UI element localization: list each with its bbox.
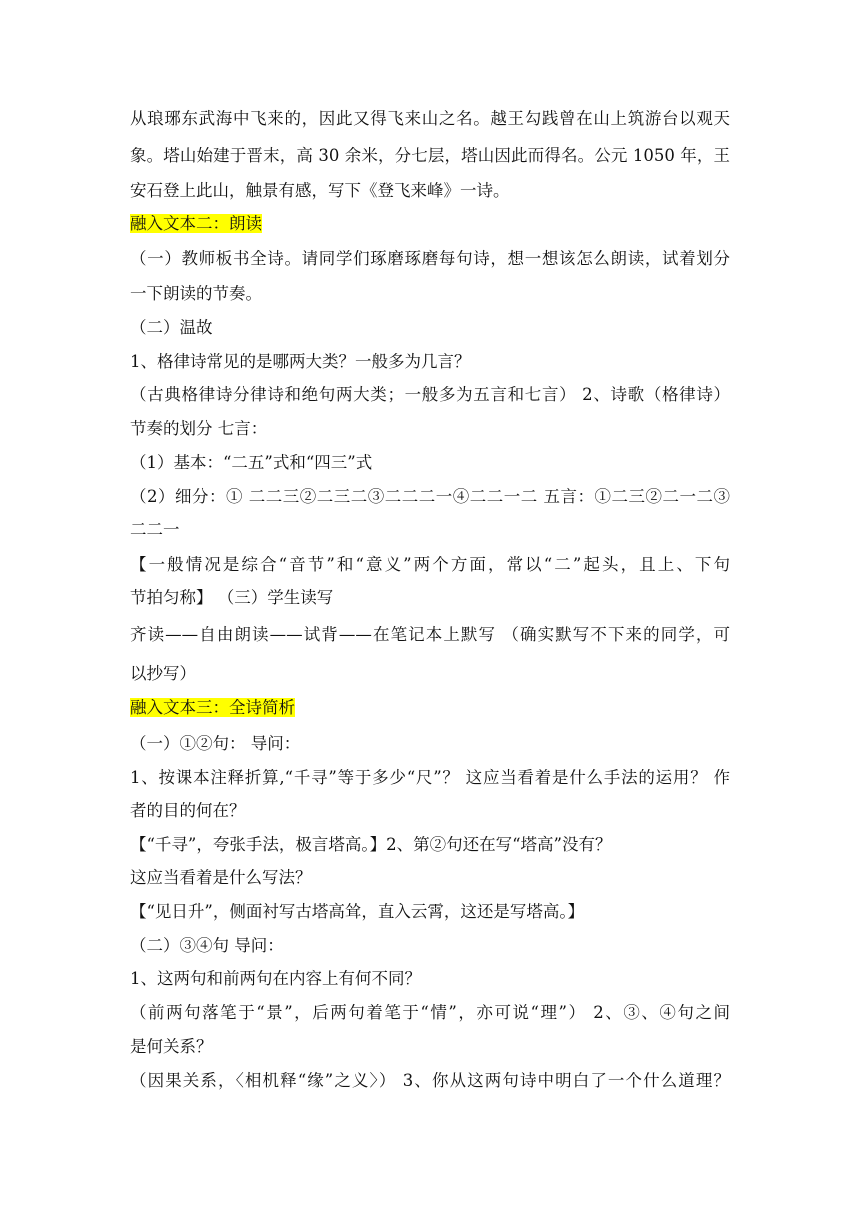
- paragraph-line: 1、按课本注释折算,“千寻”等于多少“尺”？ 这应当看着是什么手法的运用？ 作: [130, 768, 730, 787]
- paragraph-line: 者的目的何在？: [130, 801, 246, 820]
- paragraph-line: （二）温故: [130, 318, 213, 337]
- paragraph-line: 节拍匀称】 （三）学生读写: [130, 588, 334, 607]
- paragraph-line: 【“见日升”，侧面衬写古塔高耸，直入云霄，这还是写塔高。】: [130, 902, 585, 921]
- paragraph-line: 象。塔山始建于晋末，高 30 余米，分七层，塔山因此而得名。公元 1050 年，王: [130, 146, 730, 165]
- section-heading-2: [130, 213, 262, 235]
- paragraph-line: 以抄写）: [130, 664, 196, 683]
- paragraph-line: （一）①②句： 导问：: [130, 734, 301, 753]
- paragraph-line: （2）细分：① 二二三②二三二③二二二一④二二一二 五言：①二三②二一二③: [130, 487, 730, 506]
- paragraph-line: 节奏的划分 七言：: [130, 419, 268, 438]
- paragraph-line: （因果关系，〈相机释“缘”之义〉） 3、你从这两句诗中明白了一个什么道理？: [130, 1071, 730, 1090]
- paragraph-line: 1、格律诗常见的是哪两大类？一般多为几言？: [130, 352, 471, 371]
- highlighted-heading: 融入文本三：全诗简析: [130, 698, 295, 717]
- paragraph-line: （一）教师板书全诗。请同学们琢磨琢磨每句诗，想一想该怎么朗读，试着划分: [130, 249, 730, 268]
- paragraph-line: 二二一: [130, 520, 180, 539]
- paragraph-line: （1）基本：“二五”式和“四三”式: [130, 453, 373, 472]
- highlighted-heading: 融入文本二：朗读: [130, 214, 262, 233]
- paragraph-line: 【一般情况是综合“音节”和“意义”两个方面，常以“二”起头，且上、下句: [130, 555, 730, 574]
- paragraph-line: （古典格律诗分律诗和绝句两大类；一般多为五言和七言） 2、诗歌（格律诗）: [130, 385, 730, 404]
- paragraph-line: 一下朗读的节奏。: [130, 284, 262, 303]
- paragraph-line: 是何关系？: [130, 1037, 213, 1056]
- paragraph-line: 这应当看着是什么写法？: [130, 868, 312, 887]
- paragraph-line: 【“千寻”，夸张手法，极言塔高。】2、第②句还在写“塔高”没有？: [130, 835, 612, 854]
- paragraph-line: 从琅琊东武海中飞来的，因此又得飞来山之名。越王勾践曾在山上筑游台以观天: [130, 109, 730, 128]
- paragraph-line: 齐读——自由朗读——试背——在笔记本上默写 （确实默写不下来的同学，可: [130, 625, 730, 644]
- paragraph-line: 1、这两句和前两句在内容上有何不同？: [130, 969, 421, 988]
- paragraph-line: （前两句落笔于“景”，后两句着笔于“情”，亦可说“理”） 2、③、④句之间: [130, 1003, 730, 1022]
- paragraph-line: （二）③④句 导问：: [130, 936, 284, 955]
- section-heading-3: [130, 697, 295, 719]
- paragraph-line: 安石登上此山，触景有感，写下《登飞来峰》一诗。: [130, 181, 510, 200]
